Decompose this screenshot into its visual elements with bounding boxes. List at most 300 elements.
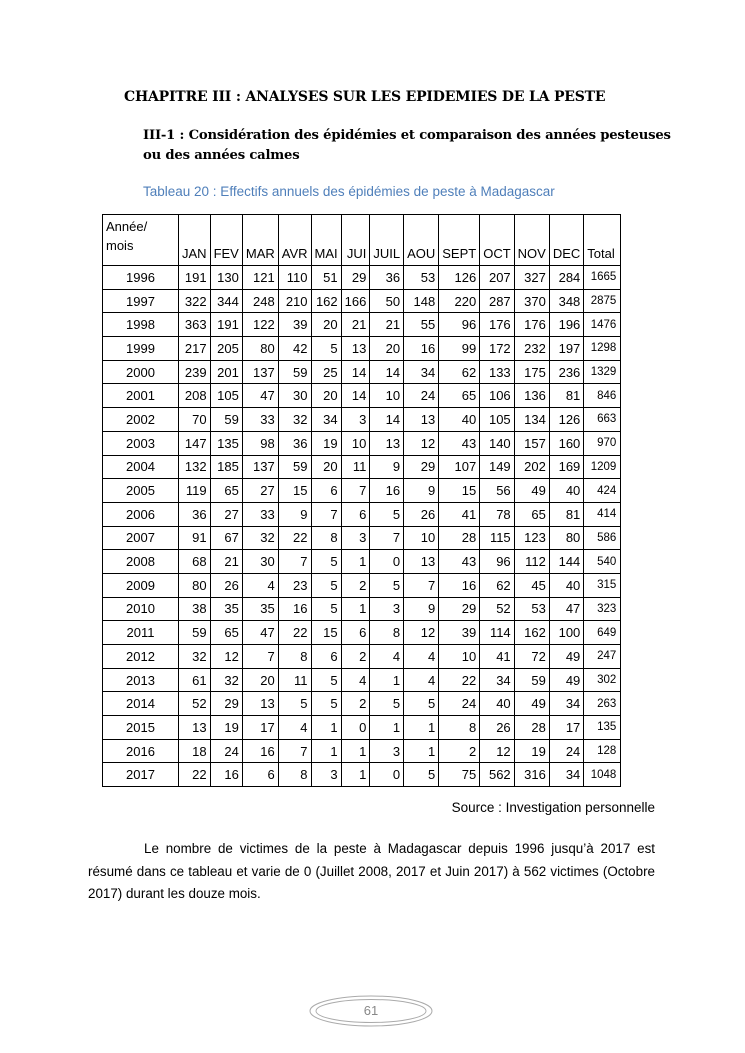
value-cell: 316 bbox=[514, 763, 549, 787]
value-cell: 100 bbox=[549, 621, 583, 645]
year-cell: 2016 bbox=[103, 739, 179, 763]
value-cell: 4 bbox=[404, 645, 439, 669]
value-cell: 41 bbox=[480, 645, 514, 669]
year-cell: 2009 bbox=[103, 573, 179, 597]
value-cell: 98 bbox=[242, 431, 278, 455]
value-cell: 6 bbox=[311, 645, 341, 669]
value-cell: 236 bbox=[549, 360, 583, 384]
value-cell: 32 bbox=[210, 668, 242, 692]
value-cell: 239 bbox=[179, 360, 211, 384]
total-cell: 1665 bbox=[584, 266, 621, 290]
value-cell: 29 bbox=[210, 692, 242, 716]
value-cell: 284 bbox=[549, 266, 583, 290]
value-cell: 51 bbox=[311, 266, 341, 290]
year-cell: 2001 bbox=[103, 384, 179, 408]
value-cell: 5 bbox=[311, 692, 341, 716]
value-cell: 41 bbox=[439, 502, 480, 526]
value-cell: 65 bbox=[210, 479, 242, 503]
value-cell: 15 bbox=[439, 479, 480, 503]
value-cell: 96 bbox=[439, 313, 480, 337]
value-cell: 8 bbox=[278, 763, 311, 787]
value-cell: 65 bbox=[210, 621, 242, 645]
month-header-mar: MAR bbox=[242, 215, 278, 266]
total-cell: 1476 bbox=[584, 313, 621, 337]
value-cell: 6 bbox=[311, 479, 341, 503]
table-row bbox=[103, 573, 621, 597]
value-cell: 134 bbox=[514, 408, 549, 432]
value-cell: 248 bbox=[242, 289, 278, 313]
value-cell: 34 bbox=[549, 692, 583, 716]
total-cell: 663 bbox=[584, 408, 621, 432]
value-cell: 205 bbox=[210, 337, 242, 361]
value-cell: 123 bbox=[514, 526, 549, 550]
month-header-label: mois bbox=[106, 238, 134, 253]
value-cell: 8 bbox=[311, 526, 341, 550]
total-cell: 1298 bbox=[584, 337, 621, 361]
value-cell: 208 bbox=[179, 384, 211, 408]
value-cell: 10 bbox=[439, 645, 480, 669]
value-cell: 2 bbox=[341, 692, 370, 716]
total-cell: 970 bbox=[584, 431, 621, 455]
value-cell: 11 bbox=[341, 455, 370, 479]
value-cell: 10 bbox=[404, 526, 439, 550]
value-cell: 59 bbox=[210, 408, 242, 432]
value-cell: 14 bbox=[341, 384, 370, 408]
value-cell: 6 bbox=[242, 763, 278, 787]
month-header-nov: NOV bbox=[514, 215, 549, 266]
value-cell: 16 bbox=[370, 479, 404, 503]
month-header-aou: AOU bbox=[404, 215, 439, 266]
value-cell: 162 bbox=[514, 621, 549, 645]
value-cell: 121 bbox=[242, 266, 278, 290]
value-cell: 191 bbox=[179, 266, 211, 290]
year-cell: 2005 bbox=[103, 479, 179, 503]
value-cell: 119 bbox=[179, 479, 211, 503]
value-cell: 39 bbox=[439, 621, 480, 645]
value-cell: 217 bbox=[179, 337, 211, 361]
table-row bbox=[103, 455, 621, 479]
table-row bbox=[103, 337, 621, 361]
value-cell: 10 bbox=[341, 431, 370, 455]
value-cell: 16 bbox=[439, 573, 480, 597]
value-cell: 5 bbox=[311, 337, 341, 361]
value-cell: 28 bbox=[514, 716, 549, 740]
value-cell: 8 bbox=[370, 621, 404, 645]
value-cell: 35 bbox=[242, 597, 278, 621]
table-row bbox=[103, 668, 621, 692]
value-cell: 40 bbox=[549, 479, 583, 503]
value-cell: 19 bbox=[210, 716, 242, 740]
total-cell: 128 bbox=[584, 739, 621, 763]
value-cell: 35 bbox=[210, 597, 242, 621]
year-cell: 2000 bbox=[103, 360, 179, 384]
value-cell: 2 bbox=[439, 739, 480, 763]
value-cell: 327 bbox=[514, 266, 549, 290]
table-body bbox=[103, 266, 621, 787]
value-cell: 5 bbox=[311, 550, 341, 574]
value-cell: 43 bbox=[439, 550, 480, 574]
value-cell: 12 bbox=[404, 431, 439, 455]
value-cell: 20 bbox=[311, 455, 341, 479]
value-cell: 9 bbox=[370, 455, 404, 479]
value-cell: 5 bbox=[370, 692, 404, 716]
value-cell: 15 bbox=[311, 621, 341, 645]
value-cell: 20 bbox=[311, 384, 341, 408]
value-cell: 3 bbox=[311, 763, 341, 787]
table-row bbox=[103, 360, 621, 384]
value-cell: 65 bbox=[439, 384, 480, 408]
value-cell: 99 bbox=[439, 337, 480, 361]
value-cell: 201 bbox=[210, 360, 242, 384]
year-cell: 2012 bbox=[103, 645, 179, 669]
value-cell: 68 bbox=[179, 550, 211, 574]
value-cell: 78 bbox=[480, 502, 514, 526]
value-cell: 166 bbox=[341, 289, 370, 313]
value-cell: 30 bbox=[278, 384, 311, 408]
value-cell: 149 bbox=[480, 455, 514, 479]
value-cell: 3 bbox=[341, 526, 370, 550]
value-cell: 6 bbox=[341, 502, 370, 526]
value-cell: 34 bbox=[311, 408, 341, 432]
value-cell: 105 bbox=[210, 384, 242, 408]
value-cell: 157 bbox=[514, 431, 549, 455]
month-header-mai: MAI bbox=[311, 215, 341, 266]
value-cell: 132 bbox=[179, 455, 211, 479]
value-cell: 17 bbox=[242, 716, 278, 740]
month-header-jui: JUI bbox=[341, 215, 370, 266]
value-cell: 19 bbox=[514, 739, 549, 763]
value-cell: 5 bbox=[311, 668, 341, 692]
value-cell: 13 bbox=[341, 337, 370, 361]
value-cell: 110 bbox=[278, 266, 311, 290]
value-cell: 5 bbox=[278, 692, 311, 716]
value-cell: 1 bbox=[404, 716, 439, 740]
value-cell: 34 bbox=[480, 668, 514, 692]
value-cell: 1 bbox=[341, 550, 370, 574]
value-cell: 176 bbox=[514, 313, 549, 337]
value-cell: 3 bbox=[370, 739, 404, 763]
value-cell: 107 bbox=[439, 455, 480, 479]
value-cell: 21 bbox=[341, 313, 370, 337]
value-cell: 12 bbox=[404, 621, 439, 645]
total-cell: 263 bbox=[584, 692, 621, 716]
year-cell: 2006 bbox=[103, 502, 179, 526]
value-cell: 33 bbox=[242, 502, 278, 526]
year-cell: 2011 bbox=[103, 621, 179, 645]
value-cell: 140 bbox=[480, 431, 514, 455]
value-cell: 12 bbox=[210, 645, 242, 669]
value-cell: 322 bbox=[179, 289, 211, 313]
value-cell: 25 bbox=[311, 360, 341, 384]
value-cell: 81 bbox=[549, 384, 583, 408]
table-row bbox=[103, 266, 621, 290]
value-cell: 18 bbox=[179, 739, 211, 763]
value-cell: 126 bbox=[549, 408, 583, 432]
total-cell: 424 bbox=[584, 479, 621, 503]
value-cell: 24 bbox=[210, 739, 242, 763]
value-cell: 62 bbox=[480, 573, 514, 597]
table-row bbox=[103, 621, 621, 645]
value-cell: 133 bbox=[480, 360, 514, 384]
value-cell: 72 bbox=[514, 645, 549, 669]
value-cell: 59 bbox=[278, 360, 311, 384]
table-row bbox=[103, 479, 621, 503]
value-cell: 75 bbox=[439, 763, 480, 787]
value-cell: 43 bbox=[439, 431, 480, 455]
total-cell: 586 bbox=[584, 526, 621, 550]
value-cell: 32 bbox=[278, 408, 311, 432]
value-cell: 22 bbox=[439, 668, 480, 692]
table-row bbox=[103, 313, 621, 337]
value-cell: 137 bbox=[242, 455, 278, 479]
value-cell: 20 bbox=[242, 668, 278, 692]
value-cell: 344 bbox=[210, 289, 242, 313]
table-row bbox=[103, 502, 621, 526]
value-cell: 16 bbox=[210, 763, 242, 787]
table-row bbox=[103, 526, 621, 550]
value-cell: 148 bbox=[404, 289, 439, 313]
value-cell: 176 bbox=[480, 313, 514, 337]
total-cell: 315 bbox=[584, 573, 621, 597]
value-cell: 8 bbox=[278, 645, 311, 669]
page-number-badge bbox=[308, 994, 434, 1028]
value-cell: 34 bbox=[404, 360, 439, 384]
value-cell: 105 bbox=[480, 408, 514, 432]
month-header-juil: JUIL bbox=[370, 215, 404, 266]
value-cell: 40 bbox=[549, 573, 583, 597]
value-cell: 13 bbox=[242, 692, 278, 716]
value-cell: 370 bbox=[514, 289, 549, 313]
table-row bbox=[103, 289, 621, 313]
value-cell: 23 bbox=[278, 573, 311, 597]
value-cell: 67 bbox=[210, 526, 242, 550]
total-cell: 302 bbox=[584, 668, 621, 692]
value-cell: 24 bbox=[404, 384, 439, 408]
value-cell: 147 bbox=[179, 431, 211, 455]
value-cell: 136 bbox=[514, 384, 549, 408]
value-cell: 70 bbox=[179, 408, 211, 432]
section-title: III-1 : Considération des épidémies et comparaison des années pesteuses ou des années calmes bbox=[143, 128, 671, 163]
year-cell: 1997 bbox=[103, 289, 179, 313]
value-cell: 0 bbox=[370, 763, 404, 787]
total-cell: 649 bbox=[584, 621, 621, 645]
value-cell: 135 bbox=[210, 431, 242, 455]
value-cell: 8 bbox=[439, 716, 480, 740]
value-cell: 30 bbox=[242, 550, 278, 574]
value-cell: 15 bbox=[278, 479, 311, 503]
value-cell: 1 bbox=[341, 739, 370, 763]
value-cell: 7 bbox=[278, 739, 311, 763]
value-cell: 27 bbox=[210, 502, 242, 526]
table-source: Source : Investigation personnelle bbox=[451, 800, 655, 815]
value-cell: 50 bbox=[370, 289, 404, 313]
month-header-fev: FEV bbox=[210, 215, 242, 266]
value-cell: 11 bbox=[278, 668, 311, 692]
value-cell: 115 bbox=[480, 526, 514, 550]
value-cell: 5 bbox=[311, 597, 341, 621]
value-cell: 9 bbox=[404, 479, 439, 503]
value-cell: 1 bbox=[370, 668, 404, 692]
value-cell: 53 bbox=[514, 597, 549, 621]
value-cell: 80 bbox=[179, 573, 211, 597]
value-cell: 19 bbox=[311, 431, 341, 455]
year-cell: 1998 bbox=[103, 313, 179, 337]
year-cell: 2003 bbox=[103, 431, 179, 455]
value-cell: 1 bbox=[341, 763, 370, 787]
year-cell: 2015 bbox=[103, 716, 179, 740]
value-cell: 61 bbox=[179, 668, 211, 692]
value-cell: 3 bbox=[370, 597, 404, 621]
value-cell: 16 bbox=[404, 337, 439, 361]
value-cell: 22 bbox=[179, 763, 211, 787]
value-cell: 21 bbox=[210, 550, 242, 574]
value-cell: 175 bbox=[514, 360, 549, 384]
table-row bbox=[103, 597, 621, 621]
month-header-sept: SEPT bbox=[439, 215, 480, 266]
value-cell: 191 bbox=[210, 313, 242, 337]
value-cell: 62 bbox=[439, 360, 480, 384]
value-cell: 7 bbox=[311, 502, 341, 526]
value-cell: 2 bbox=[341, 645, 370, 669]
year-header-label: Année/ bbox=[106, 219, 148, 234]
year-cell: 2013 bbox=[103, 668, 179, 692]
value-cell: 232 bbox=[514, 337, 549, 361]
value-cell: 12 bbox=[480, 739, 514, 763]
value-cell: 210 bbox=[278, 289, 311, 313]
value-cell: 59 bbox=[514, 668, 549, 692]
month-header-jan: JAN bbox=[179, 215, 211, 266]
value-cell: 1 bbox=[341, 597, 370, 621]
value-cell: 26 bbox=[404, 502, 439, 526]
value-cell: 196 bbox=[549, 313, 583, 337]
value-cell: 14 bbox=[370, 408, 404, 432]
value-cell: 28 bbox=[439, 526, 480, 550]
value-cell: 7 bbox=[341, 479, 370, 503]
value-cell: 2 bbox=[341, 573, 370, 597]
total-cell: 414 bbox=[584, 502, 621, 526]
value-cell: 5 bbox=[404, 692, 439, 716]
value-cell: 7 bbox=[278, 550, 311, 574]
value-cell: 65 bbox=[514, 502, 549, 526]
value-cell: 4 bbox=[404, 668, 439, 692]
value-cell: 114 bbox=[480, 621, 514, 645]
value-cell: 14 bbox=[370, 360, 404, 384]
value-cell: 287 bbox=[480, 289, 514, 313]
value-cell: 5 bbox=[311, 573, 341, 597]
plague-cases-table bbox=[102, 214, 621, 787]
total-cell: 2875 bbox=[584, 289, 621, 313]
value-cell: 5 bbox=[370, 502, 404, 526]
table-row bbox=[103, 739, 621, 763]
value-cell: 36 bbox=[370, 266, 404, 290]
value-cell: 20 bbox=[370, 337, 404, 361]
value-cell: 13 bbox=[370, 431, 404, 455]
total-cell: 1048 bbox=[584, 763, 621, 787]
table-row bbox=[103, 645, 621, 669]
value-cell: 22 bbox=[278, 526, 311, 550]
value-cell: 22 bbox=[278, 621, 311, 645]
value-cell: 9 bbox=[278, 502, 311, 526]
value-cell: 4 bbox=[341, 668, 370, 692]
value-cell: 1 bbox=[370, 716, 404, 740]
value-cell: 55 bbox=[404, 313, 439, 337]
value-cell: 363 bbox=[179, 313, 211, 337]
value-cell: 0 bbox=[370, 550, 404, 574]
value-cell: 7 bbox=[370, 526, 404, 550]
month-header-oct: OCT bbox=[480, 215, 514, 266]
value-cell: 47 bbox=[549, 597, 583, 621]
body-paragraph: Le nombre de victimes de la peste à Madagascar depuis 1996 jusqu’à 2017 est résumé dans ce tableau et varie de 0 (Juillet 2008, 2017 et Juin 2017) à 562 victimes (Octobre 2017) durant les douze mois. bbox=[88, 841, 655, 901]
value-cell: 4 bbox=[242, 573, 278, 597]
value-cell: 162 bbox=[311, 289, 341, 313]
value-cell: 126 bbox=[439, 266, 480, 290]
value-cell: 13 bbox=[404, 408, 439, 432]
value-cell: 7 bbox=[242, 645, 278, 669]
value-cell: 16 bbox=[278, 597, 311, 621]
value-cell: 160 bbox=[549, 431, 583, 455]
table-caption: Tableau 20 : Effectifs annuels des épidémies de peste à Madagascar bbox=[143, 184, 555, 199]
value-cell: 207 bbox=[480, 266, 514, 290]
value-cell: 47 bbox=[242, 384, 278, 408]
year-cell: 2010 bbox=[103, 597, 179, 621]
value-cell: 24 bbox=[549, 739, 583, 763]
total-cell: 135 bbox=[584, 716, 621, 740]
value-cell: 0 bbox=[341, 716, 370, 740]
value-cell: 26 bbox=[210, 573, 242, 597]
value-cell: 169 bbox=[549, 455, 583, 479]
year-cell: 2014 bbox=[103, 692, 179, 716]
value-cell: 59 bbox=[179, 621, 211, 645]
total-cell: 247 bbox=[584, 645, 621, 669]
value-cell: 13 bbox=[179, 716, 211, 740]
chapter-title: CHAPITRE III : ANALYSES SUR LES EPIDEMIES DE LA PESTE bbox=[124, 89, 606, 105]
value-cell: 40 bbox=[439, 408, 480, 432]
year-cell: 2017 bbox=[103, 763, 179, 787]
value-cell: 81 bbox=[549, 502, 583, 526]
table-row bbox=[103, 692, 621, 716]
value-cell: 6 bbox=[341, 621, 370, 645]
table-row bbox=[103, 716, 621, 740]
value-cell: 21 bbox=[370, 313, 404, 337]
total-cell: 846 bbox=[584, 384, 621, 408]
value-cell: 10 bbox=[370, 384, 404, 408]
value-cell: 4 bbox=[370, 645, 404, 669]
value-cell: 49 bbox=[549, 645, 583, 669]
value-cell: 59 bbox=[278, 455, 311, 479]
value-cell: 53 bbox=[404, 266, 439, 290]
value-cell: 1 bbox=[311, 716, 341, 740]
value-cell: 112 bbox=[514, 550, 549, 574]
value-cell: 52 bbox=[179, 692, 211, 716]
value-cell: 29 bbox=[439, 597, 480, 621]
table-row bbox=[103, 550, 621, 574]
value-cell: 96 bbox=[480, 550, 514, 574]
table-row bbox=[103, 384, 621, 408]
value-cell: 49 bbox=[514, 692, 549, 716]
value-cell: 16 bbox=[242, 739, 278, 763]
value-cell: 13 bbox=[404, 550, 439, 574]
table-row bbox=[103, 408, 621, 432]
value-cell: 20 bbox=[311, 313, 341, 337]
value-cell: 80 bbox=[242, 337, 278, 361]
value-cell: 562 bbox=[480, 763, 514, 787]
value-cell: 42 bbox=[278, 337, 311, 361]
value-cell: 1 bbox=[311, 739, 341, 763]
value-cell: 220 bbox=[439, 289, 480, 313]
total-cell: 1329 bbox=[584, 360, 621, 384]
value-cell: 80 bbox=[549, 526, 583, 550]
value-cell: 130 bbox=[210, 266, 242, 290]
